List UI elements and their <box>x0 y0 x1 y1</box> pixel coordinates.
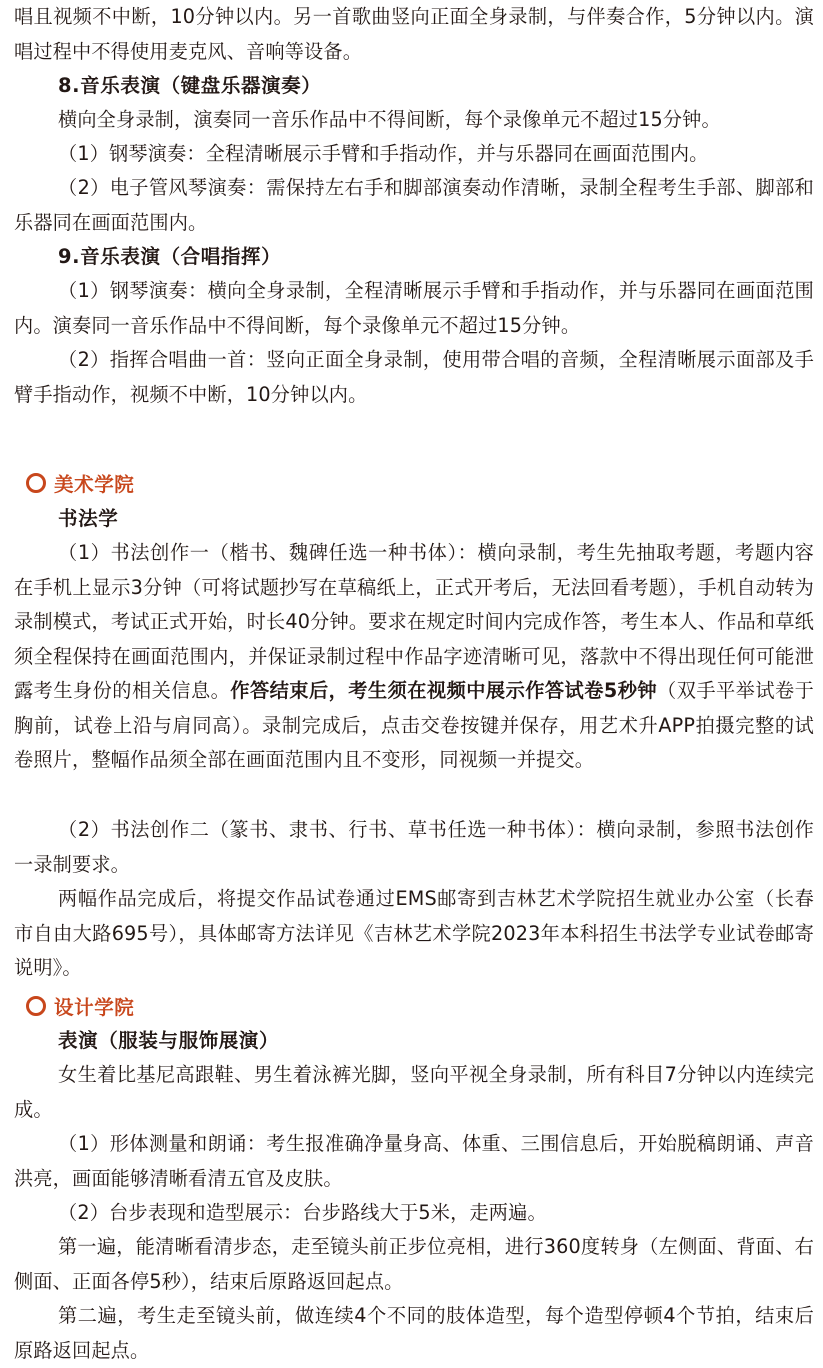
circle-bullet-icon <box>26 996 46 1016</box>
heading-fashion-performance: 表演（服装与服饰展演） <box>58 1029 280 1052</box>
text-part: （1）书法创作一（楷书、魏碑任选一种书体）：横向录制，考生先抽取考题，考题内容在手机上显示3分钟（可将试题抄写在草稿纸上，正式开考后，无法回看考题），手机自动转为录制模式，考试正式开始，时长40分钟。要求在规定时间内完成作答，考生本人、作品和草纸须全程保持在画面范围内，并保证录制过程中作品字迹清晰可见，落款中不得出现任何可能泄露考生身份的相关信息。 <box>14 541 814 702</box>
paragraph-calligraphy-task-two: （2）书法创作二（篆书、隶书、行书、草书任选一种书体）：横向录制，参照书法创作一录制要求。 <box>14 818 814 876</box>
circle-bullet-icon <box>26 473 46 493</box>
paragraph-calligraphy-task-one <box>14 536 814 778</box>
paragraph-conducting-piano: （1）钢琴演奏：横向全身录制，全程清晰展示手臂和手指动作，并与乐器同在画面范围内。演奏同一音乐作品中不得间断，每个录像单元不超过15分钟。 <box>14 279 814 337</box>
paragraph-conducting-choir: （2）指挥合唱曲一首：竖向正面全身录制，使用带合唱的音频，全程清晰展示面部及手臂手指动作，视频不中断，10分钟以内。 <box>14 348 814 406</box>
section-title: 美术学院 <box>54 473 135 496</box>
section-header-fine-arts <box>26 468 134 498</box>
paragraph-calligraphy-mailing: 两幅作品完成后，将提交作品试卷通过EMS邮寄到吉林艺术学院招生就业办公室（长春市自由大路695号），具体邮寄方法详见《吉林艺术学院2023年本科招生书法学专业试卷邮寄说明》。 <box>14 887 814 979</box>
heading-keyboard-performance: 8.音乐表演（键盘乐器演奏） <box>58 74 322 97</box>
heading-choral-conducting: 9.音乐表演（合唱指挥） <box>58 245 282 268</box>
section-header-design <box>26 991 134 1021</box>
paragraph-vocal-continuation: 唱且视频不中断，10分钟以内。另一首歌曲竖向正面全身录制，与伴奏合作，5分钟以内。演唱过程中不得使用麦克风、音响等设备。 <box>14 5 814 63</box>
paragraph-keyboard-piano: （1）钢琴演奏：全程清晰展示手臂和手指动作，并与乐器同在画面范围内。 <box>58 142 709 165</box>
heading-calligraphy: 书法学 <box>58 507 119 530</box>
paragraph-keyboard-organ: （2）电子管风琴演奏：需保持左右手和脚部演奏动作清晰，录制全程考生手部、脚部和乐器同在画面范围内。 <box>14 176 814 234</box>
paragraph-fashion-measurement: （1）形体测量和朗诵：考生报准确净量身高、体重、三围信息后，开始脱稿朗诵、声音洪亮，画面能够清晰看清五官及皮肤。 <box>14 1132 814 1190</box>
paragraph-fashion-catwalk: （2）台步表现和造型展示：台步路线大于5米，走两遍。 <box>58 1201 547 1224</box>
paragraph-fashion-general: 女生着比基尼高跟鞋、男生着泳裤光脚，竖向平视全身录制，所有科目7分钟以内连续完成。 <box>14 1063 814 1121</box>
paragraph-fashion-second-round: 第二遍，考生走至镜头前，做连续4个不同的肢体造型，每个造型停顿4个节拍，结束后原路返回起点。 <box>14 1304 814 1362</box>
paragraph-fashion-first-round: 第一遍，能清晰看清步态，走至镜头前正步位亮相，进行360度转身（左侧面、背面、右侧面、正面各停5秒），结束后原路返回起点。 <box>14 1235 814 1293</box>
section-title: 设计学院 <box>54 996 135 1019</box>
text-part: （双手平举试卷于胸前，试卷上沿与肩同高）。录制完成后，点击交卷按键并保存，用艺术升APP拍摄完整的试卷照片，整幅作品须全部在画面范围内且不变形，同视频一并提交。 <box>14 679 815 771</box>
paragraph-keyboard-general: 横向全身录制，演奏同一音乐作品中不得间断，每个录像单元不超过15分钟。 <box>58 108 721 131</box>
text-bold-emphasis: 作答结束后，考生须在视频中展示作答试卷5秒钟 <box>230 679 658 702</box>
